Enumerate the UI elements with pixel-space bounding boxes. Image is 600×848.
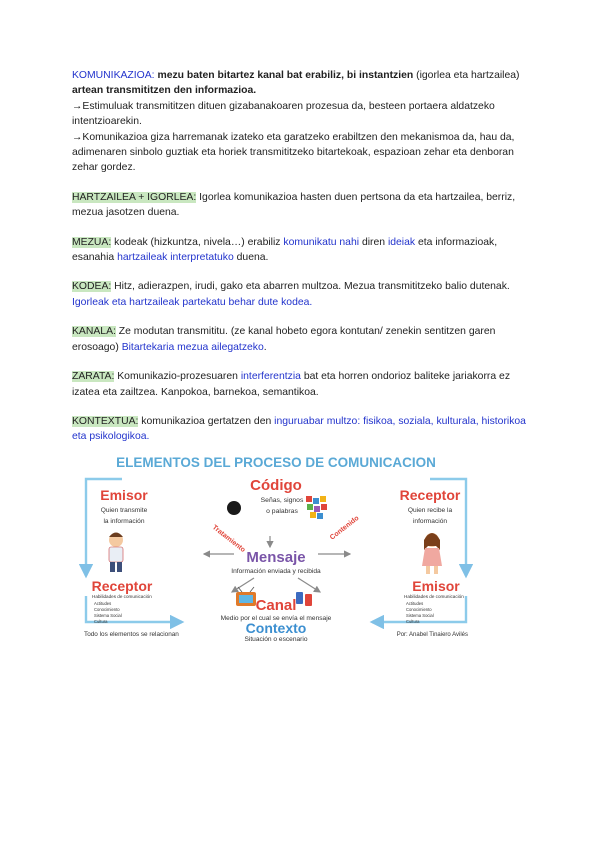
- paragraph-hartzailea: [72, 190, 532, 221]
- kanala-text-1: Ze modutan transmititu. (ze kanal hobeto egora kontutan/ zenekin sentitzen garen erosoago): [72, 326, 496, 353]
- tratamiento-label: Tratamiento: [210, 524, 247, 555]
- kanala-text-2: .: [263, 341, 267, 353]
- communication-diagram: [64, 450, 488, 636]
- paragraph-kanala: [72, 324, 532, 355]
- term-kontextua: KONTEXTUA:: [72, 415, 139, 427]
- diagram-title: ELEMENTOS DEL PROCESO DE COMUNICACION: [116, 455, 436, 470]
- kanala-blue-1: Bitartekaria mezua ailegatzeko: [121, 341, 264, 353]
- notes-text: [72, 68, 532, 459]
- phone-icon: [296, 592, 312, 606]
- contenido-label: Contenido: [328, 514, 361, 542]
- receptor-right-label: Receptor: [399, 487, 461, 503]
- definition-bold-2: artean transmititzen den informazioa.: [72, 85, 257, 97]
- letters-icon: [306, 496, 327, 519]
- kontextua-text-1: komunikazioa gertatzen den: [141, 415, 272, 427]
- tv-icon: [236, 587, 256, 606]
- receptor-left-item: Sistema Social: [94, 613, 122, 618]
- komunikazioa-line-2: →Estimuluak transmititzen dituen gizabanakoaren prozesua da, besteen portaera aldatzeko intentzioarekin.: [72, 100, 495, 128]
- kodea-text-1: Hitz, adierazpen, irudi, gako eta abarren multzoa. Mezua transmititzeko balio dutenak.: [114, 281, 510, 293]
- boy-icon: [109, 533, 123, 573]
- mezua-blue-2: ideiak: [387, 236, 416, 248]
- arrow-mensaje-canal-left: [232, 578, 254, 592]
- hartzailea-text: Igorlea komunikazioa hasten duen pertsona da eta hartzailea, berriz, mezua jasotzen duena.: [72, 191, 516, 219]
- canal-sub: Medio por el cual se envía el mensaje: [220, 615, 332, 622]
- emisor-right-item: Sistema Social: [406, 613, 434, 618]
- definition-bold-1: mezu baten bitartez kanal bat erabiliz, bi instantzien: [157, 70, 414, 81]
- mezua-blue-1: komunikatu nahi: [283, 236, 360, 248]
- zarata-text-2: bat eta horren ondorioz baliteke jariakorra ez izatea eta zailtzea. Kanpokoa, barnekoa, semantikoa.: [72, 371, 511, 398]
- term-mezua: MEZUA:: [72, 236, 112, 248]
- komunikazioa-line-3: →Komunikazioa giza harremanak izateko eta garatzeko erabiltzen den mekanismoa da, hau da, adimenaren sinbolo guztiak eta horiek transmititzeko bitartekoak, espazioan zehar eta denboran zehar gordez.: [72, 131, 515, 174]
- mezua-blue-3: hartzaileak interpretatuko: [117, 252, 234, 264]
- kontextua-blue-1: inguruabar multzo: fisikoa, soziala, kulturala, historikoa eta psikologikoa.: [72, 415, 526, 443]
- receptor-left-item: Conocimiento: [94, 607, 120, 612]
- emisor-left-sub-2: la información: [103, 518, 145, 525]
- mensaje-sub: Información enviada y recibida: [231, 568, 321, 575]
- paragraph-komunikazioa: [72, 68, 532, 176]
- mensaje-label: Mensaje: [246, 549, 306, 566]
- kodea-blue-1: Igorleak eta hartzaileak partekatu behar dute kodea.: [72, 296, 313, 308]
- paragraph-zarata: [72, 369, 532, 400]
- mezua-text-4: duena.: [236, 252, 269, 264]
- receptor-left-item: Actitudes: [94, 601, 112, 606]
- emisor-left-sub-1: Quien transmite: [100, 507, 148, 514]
- emisor-right-item: Cultura: [406, 619, 420, 624]
- footer-left: Todo los elementos se relacionan: [84, 631, 179, 636]
- receptor-right-sub-1: Quien recibe la: [407, 507, 453, 514]
- zarata-text-1: Komunikazio-prozesuaren: [117, 371, 238, 383]
- emisor-right-item: Conocimiento: [406, 607, 432, 612]
- paragraph-kodea: [72, 279, 532, 310]
- term-kanala: KANALA:: [72, 326, 116, 338]
- arrow-mensaje-canal-right: [298, 578, 320, 592]
- girl-icon: [422, 533, 442, 574]
- codigo-label: Código: [250, 477, 302, 494]
- mezua-text-3: eta informazioak, esanahia: [72, 236, 498, 264]
- codigo-sub-1: Señas, signos: [260, 497, 304, 504]
- speaking-head-icon: [227, 501, 241, 515]
- zarata-blue-1: interferentzia: [240, 371, 301, 383]
- emisor-right-label: Emisor: [412, 578, 460, 594]
- footer-right: Por: Anabel Tinajero Avilés: [396, 632, 468, 636]
- term-kodea: KODEA:: [72, 281, 112, 293]
- contexto-label: Contexto: [245, 620, 307, 636]
- emisor-right-skills: Habilidades de comunicación: [404, 594, 464, 599]
- paragraph-kontextua: [72, 414, 532, 445]
- definition-normal-1: (igorlea eta hartzailea): [416, 70, 520, 81]
- mezua-text-1: kodeak (hizkuntza, nivela…) erabiliz: [114, 236, 281, 248]
- receptor-left-item: Cultura: [94, 619, 108, 624]
- canal-label: Canal: [255, 597, 297, 614]
- contexto-sub: Situación o escenario: [244, 636, 308, 643]
- term-hartzailea-igorlea: HARTZAILEA + IGORLEA:: [72, 191, 197, 203]
- term-komunikazioa: KOMUNIKAZIOA:: [72, 70, 155, 81]
- emisor-left-label: Emisor: [100, 487, 148, 503]
- mezua-text-2: diren: [361, 236, 386, 248]
- receptor-left-skills: Habilidades de comunicación: [92, 594, 152, 599]
- receptor-left-label: Receptor: [91, 578, 153, 594]
- paragraph-mezua: [72, 235, 532, 266]
- emisor-right-item: Actitudes: [406, 601, 424, 606]
- receptor-right-sub-2: información: [412, 518, 448, 525]
- term-zarata: ZARATA:: [72, 371, 115, 383]
- codigo-sub-2: o palabras: [266, 508, 298, 515]
